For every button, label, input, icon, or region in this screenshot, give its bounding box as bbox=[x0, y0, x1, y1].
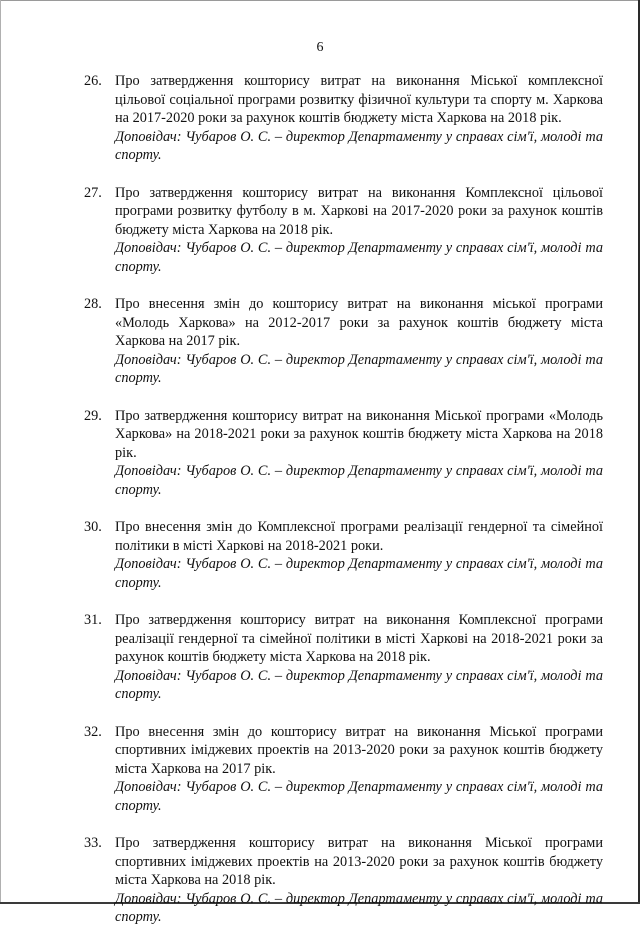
agenda-item-29 bbox=[0, 407, 640, 500]
item-number: 27. bbox=[84, 184, 102, 201]
item-speaker: Доповідач: Чубаров О. С. – директор Департаменту у справах сім'ї, молоді та спорту. bbox=[115, 351, 603, 386]
scan-edge-top bbox=[0, 0, 640, 1]
item-speaker: Доповідач: Чубаров О. С. – директор Департаменту у справах сім'ї, молоді та спорту. bbox=[115, 463, 603, 498]
item-number: 30. bbox=[84, 519, 102, 535]
agenda-item-27 bbox=[0, 184, 640, 277]
item-body bbox=[115, 518, 603, 592]
item-text: Про внесення змін до кошторису витрат на виконання Міської програми спортивних іміджевих проектів на 2013-2020 роки за рахунок коштів бюджету міста Харкова на 2017 рік. bbox=[115, 723, 603, 777]
item-body bbox=[115, 834, 603, 927]
item-speaker: Доповідач: Чубаров О. С. – директор Департаменту у справах сім'ї, молоді та спорту. bbox=[115, 779, 603, 814]
item-text: Про затвердження кошторису витрат на виконання Комплексної цільової програми розвитку футболу в м. Харкові на 2017-2020 роки за рахунок коштів бюджету міста Харкова на 2018 рік. bbox=[115, 184, 603, 238]
item-text: Про затвердження кошторису витрат на виконання Міської комплексної цільової соціальної програми розвитку фізичної культури та спорту м. Харкова на 2017-2020 роки за рахунок коштів бюджету міста Харкова на 2018 рік. bbox=[115, 73, 603, 126]
item-text: Про затвердження кошторису витрат на виконання Міської програми спортивних іміджевих проектів на 2013-2020 роки за рахунок коштів бюджету міста Харкова на 2018 рік. bbox=[115, 835, 603, 888]
agenda-item-26 bbox=[0, 72, 640, 165]
item-body bbox=[115, 723, 603, 816]
item-body bbox=[115, 611, 603, 704]
item-number: 31. bbox=[84, 612, 102, 628]
item-number: 32. bbox=[84, 723, 102, 740]
item-text: Про затвердження кошторису витрат на виконання Комплексної програми реалізації гендерної та сімейної політики в місті Харкові на 2018-2021 роки за рахунок коштів бюджету міста Харкова на 2018 рік. bbox=[115, 612, 603, 665]
item-text: Про затвердження кошторису витрат на виконання Міської програми «Молодь Харкова» на 2018-2021 роки за рахунок коштів бюджету міста Харкова на 2018 рік. bbox=[115, 407, 603, 461]
agenda-item-28 bbox=[0, 295, 640, 388]
item-number: 33. bbox=[84, 835, 102, 851]
item-body bbox=[115, 184, 603, 277]
page-number: 6 bbox=[316, 40, 324, 55]
item-text: Про внесення змін до Комплексної програми реалізації гендерної та сімейної політики в місті Харкові на 2018-2021 роки. bbox=[115, 519, 603, 554]
agenda-item-33 bbox=[0, 834, 640, 927]
agenda-item-31 bbox=[0, 611, 640, 704]
item-body bbox=[115, 295, 603, 388]
item-body bbox=[115, 407, 603, 500]
item-number: 26. bbox=[84, 73, 102, 89]
agenda-item-30 bbox=[0, 518, 640, 592]
item-speaker: Доповідач: Чубаров О. С. – директор Департаменту у справах сім'ї, молоді та спорту. bbox=[115, 128, 603, 163]
item-speaker: Доповідач: Чубаров О. С. – директор Департаменту у справах сім'ї, молоді та спорту. bbox=[115, 556, 603, 591]
agenda-item-32 bbox=[0, 723, 640, 816]
agenda-list bbox=[0, 72, 640, 946]
item-text: Про внесення змін до кошторису витрат на виконання міської програми «Молодь Харкова» на 2012-2017 роки за рахунок коштів бюджету міста Харкова на 2017 рік. bbox=[115, 296, 603, 349]
item-speaker: Доповідач: Чубаров О. С. – директор Департаменту у справах сім'ї, молоді та спорту. bbox=[115, 240, 603, 275]
item-body bbox=[115, 72, 603, 165]
item-number: 28. bbox=[84, 296, 102, 312]
item-speaker: Доповідач: Чубаров О. С. – директор Департаменту у справах сім'ї, молоді та спорту. bbox=[115, 667, 603, 702]
item-number: 29. bbox=[84, 407, 102, 424]
item-speaker: Доповідач: Чубаров О. С. – директор Департаменту у справах сім'ї, молоді та спорту. bbox=[115, 890, 603, 925]
